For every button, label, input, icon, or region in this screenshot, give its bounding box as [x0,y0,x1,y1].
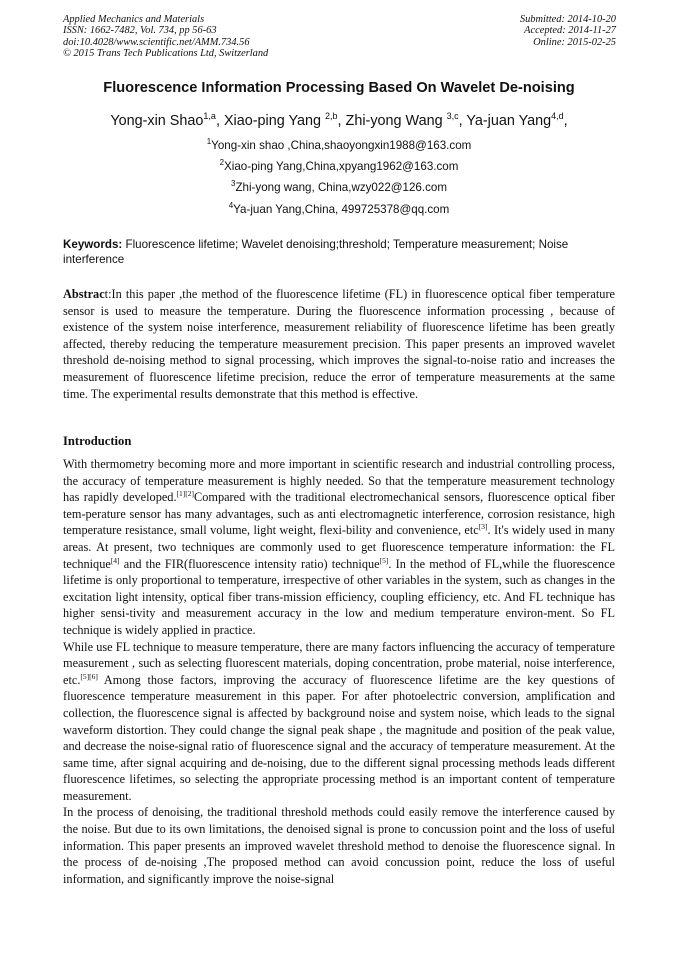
abstract-text: t:In this paper ,the method of the fluorescence lifetime (FL) in fluorescence optical fiber temperature sensor is used to measure the temperature. During the fluorescence information processing , because of existence of the system noise interference, measurement reliability of fluorescence lifetime has been greatly affected, thereby reducing the temperature measurement precision. This paper presents an improved wavelet threshold de-noising method to signal processing, which improves the signal-to-noise ratio and increases the measurement of fluorescence lifetime precision, reduce the error of temperature measurements at the same time. The experimental results demonstrate that this method is effective. [63,287,615,401]
affiliation-sup: 2 [219,158,225,167]
affiliation-text: Yong-xin shao ,China,shaoyongxin1988@163.com [211,139,472,152]
online-date: Online: 2015-02-25 [533,36,616,48]
affiliation-text: Xiao-ping Yang,China,xpyang1962@163.com [224,160,459,173]
affiliation-sup: 4 [228,201,234,210]
citation: [3] [478,522,488,532]
section-heading-introduction: Introduction [63,434,132,448]
intro-paragraph-3 [63,804,615,887]
keywords-text: Fluorescence lifetime; Wavelet denoising;threshold; Temperature measurement; Noise interference [63,238,569,266]
paragraph-text: Among those factors, improving the accuracy of fluorescence lifetime are the key questions of fluorescence temperature measurement in this paper. For after photoelectric conversion, amplification and collection, the fluorescence signal is affected by background noise and system noise, which leads to the signal waveform distortion. They could change the signal peak shape , the magnitude and position of the peak value, and decrease the noise-signal ratio of fluorescence signal and the accuracy of temperature measurement. At the same time, after signal acquiring and de-noising, due to the different signal processing methods leads different fluorescence lifetimes, so selecting the appropriate processing method is an important content of temperature measurement. [63,672,615,803]
affiliation [20,160,658,173]
journal-name: Applied Mechanics and Materials [63,14,205,25]
affiliation-sup: 3 [231,179,236,188]
paragraph-text: With thermometry becoming more and more important in scientific research and industrial controlling process, the accuracy of temperature measurement is highly needed. So that the temperature measurement technology has rapidly developed. [63,457,615,505]
author-name: Ya-juan Yang [466,113,552,129]
affiliation-sup: 1 [206,137,212,146]
author-sup: 3,c [446,111,459,121]
author-name: Xiao-ping Yang [223,113,326,129]
paragraph-text: Compared with the traditional electromechanical sensors, fluorescence optical fiber tem-perature sensor has many advantages, such as anti electromagnetic interference, corrosion resistance, high temperature resistance, small volume, light weight, flexi-bility and convenience, etc [63,490,615,538]
affiliation [20,181,658,194]
paragraph-text: In the process of denoising, the traditional threshold methods could easily remove the interference caused by the noise. But due to its own limitations, the denoised signal is prone to concussion point and the loss of useful information. This paper presents an improved wavelet threshold method to denoise the fluorescence signal. In the process of de-noising ,The proposed method can avoid concussion point, reduce the loss of useful information, and significantly improve the noise-signal [63,805,615,886]
author-name: Yong-xin Shao [110,113,204,129]
keywords [63,237,615,267]
author-sup: 1,a [203,111,216,121]
author-sep: , [458,113,467,129]
author-sup: 2,b [325,111,338,121]
journal-doi: doi:10.4028/www.scientific.net/AMM.734.56 [63,36,250,48]
citation: [5] [379,555,389,565]
journal-info [63,14,393,59]
intro-paragraph-1 [63,456,615,639]
journal-copyright: © 2015 Trans Tech Publications Ltd, Switzerland [63,47,269,59]
paragraph-text: and the FIR(fluorescence intensity ratio) technique [119,556,380,571]
affiliation-text: Zhi-yong wang, China,wzy022@126.com [235,181,447,194]
citation: [4] [110,555,120,565]
author-sep: , [563,113,568,129]
accepted-date: Accepted: 2014-11-27 [524,25,616,37]
author-sup: 4,d [551,111,564,121]
author-sep: , [337,113,346,129]
keywords-label: Keywords: [63,238,123,251]
abstract-label: Abstrac [63,287,105,301]
introduction-body [63,456,615,887]
author-list [20,113,658,129]
author-sep: , [215,113,224,129]
affiliation [20,203,658,216]
citation: [5][6] [80,671,98,681]
paragraph-text: . In the method of FL,while the fluorescence lifetime is only proportional to temperature, irrespective of other variables in the system, such as changes in the excitation light intensity, optical fiber trans-mission efficiency, coupling efficiency, etc. And FL technique has higher sensi-tivity and measurement accuracy in the low and medium temperature environ-ment. So FL technique is widely applied in practice. [63,556,615,637]
paragraph-text: . It's widely used in many areas. At present, two techniques are commonly used to get fluorescence temperature information: the FL technique [63,523,615,571]
submitted-date: Submitted: 2014-10-20 [519,14,616,25]
intro-paragraph-2 [63,639,615,805]
citation: [1][2] [176,489,195,499]
affiliation [20,139,658,152]
abstract [63,286,615,402]
paragraph-text: While use FL technique to measure temperature, there are many factors influencing the accuracy of temperature measurement , such as selecting fluorescent materials, doping concentration, probe material, noise interference, etc. [63,639,615,687]
author-name: Zhi-yong Wang [345,113,447,129]
journal-issn: ISSN: 1662-7482, Vol. 734, pp 56-63 [63,25,217,37]
affiliation-text: Ya-juan Yang,China, 499725378@qq.com [233,203,450,216]
paper-title: Fluorescence Information Processing Based On Wavelet De-noising [103,80,575,96]
submission-dates [416,14,616,48]
